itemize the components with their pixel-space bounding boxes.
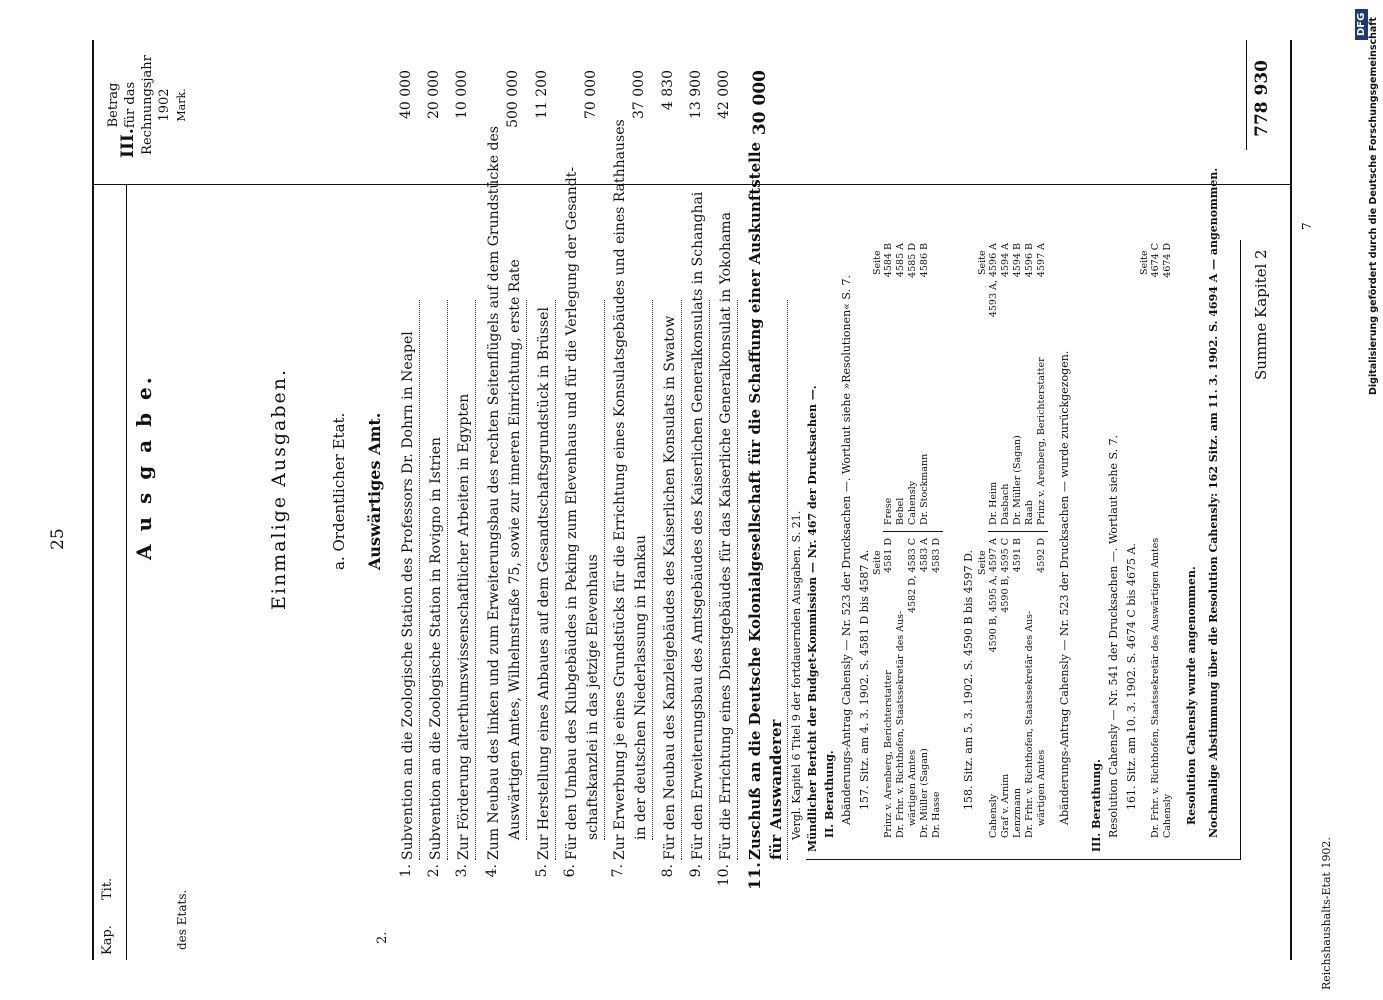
- speaker-name: wärtigen Amtes: [907, 749, 918, 826]
- item-number: 1.: [398, 864, 414, 878]
- note-withdrawn: Abänderungs-Antrag Cahensly — Nr. 523 der Drucksachen — wurde zurückgezogen.: [1058, 350, 1071, 825]
- amount-header: [105, 45, 190, 165]
- speaker-row: [1000, 538, 1012, 838]
- amount-header-unit: Mark.: [175, 88, 188, 122]
- item-number: 10.: [716, 864, 732, 887]
- item-text-continued: in der deutschen Niederlassung in Hankau: [631, 300, 653, 840]
- note-sitz161: 161. Sitz. am 10. 3. 1902. S. 4674 C bis 4675 A.: [1125, 543, 1138, 810]
- speaker-name: Dr. Frhr. v. Richthofen, Staatssekretär des Auswärtigen Amtes: [1150, 537, 1161, 838]
- speaker-ref: 4674 C: [1150, 243, 1161, 278]
- item-amount: 10 000: [454, 70, 470, 119]
- item-text: Subvention an die Zoologische Station in Rovigno in Istrien: [426, 300, 448, 860]
- speaker-name: Dr. Stockmann: [919, 453, 930, 525]
- item-number: 4.: [484, 864, 500, 878]
- speaker-row: [1012, 538, 1024, 838]
- speaker-ref: 4583 D: [931, 538, 942, 573]
- item-text: Zur Herstellung eines Anbaues auf dem Gesandtschaftsgrundstück in Brüssel: [534, 300, 556, 860]
- speaker-row: [988, 243, 1000, 525]
- speaker-name: Bebel: [895, 497, 906, 525]
- item-text-continued: schaftskanzlei in das jetzige Elevenhaus: [583, 300, 605, 840]
- speaker-157-left: [883, 538, 943, 838]
- item-number: 11.: [745, 862, 764, 890]
- note-angenommen: Resolution Cahensly wurde angenommen.: [1185, 566, 1198, 825]
- item-number: 7.: [610, 864, 626, 878]
- item-text: Für den Erweiterungsbau des Amtsgebäudes des Kaiserlichen Generalkonsulats in Schanghai: [688, 300, 710, 860]
- speaker-ref: 4590 B, 4595 A, 4597 A: [988, 538, 999, 653]
- note-muendlich: Mündlicher Bericht der Budget-Kommission — Nr. 467 der Drucksachen —.: [806, 385, 819, 852]
- notes-box-bottom: [1240, 240, 1241, 860]
- item-amount: 42 000: [716, 70, 732, 119]
- speaker-name: Dr. Müller (Sagan): [1012, 435, 1023, 525]
- item-amount: 20 000: [426, 70, 442, 119]
- frame-bottom-rule: [1290, 40, 1292, 960]
- item-number: 6.: [562, 864, 578, 878]
- speaker-name: Dr. Frhr. v. Richthofen, Staatssekretär des Aus-: [895, 610, 906, 838]
- kap-number: 2.: [375, 931, 390, 944]
- speaker-ref: 4585 A: [895, 243, 906, 278]
- speaker-name: Dasbach: [1000, 483, 1011, 525]
- note-nochmalige: Nochmalige Abstimmung über die Resolution Cahensly: 162 Sitz. am 11. 3. 1902. S. 4694 A — angenommen.: [1207, 167, 1220, 838]
- speaker-ref: 4593 A, 4596 A: [988, 243, 999, 318]
- speaker-row: [1150, 243, 1162, 838]
- speaker-name: Dr. Frhr. v. Richthofen, Staatssekretär des Aus-: [1024, 610, 1035, 838]
- speaker-161: [1150, 243, 1174, 838]
- item-number: 9.: [688, 864, 704, 878]
- item-amount: 4 830: [660, 70, 676, 111]
- section-numeral: III.: [118, 128, 138, 158]
- speaker-name: Frese: [883, 497, 894, 525]
- speaker-ref: 4597 A: [1036, 243, 1047, 278]
- item-amount: 11 200: [534, 70, 550, 119]
- speaker-row: [1024, 243, 1036, 525]
- speaker-158-right: [988, 243, 1048, 525]
- note-resolution: Resolution Cahensly — Nr. 541 der Drucksachen —. Wortlaut siehe S. 7.: [1107, 434, 1120, 838]
- main-title: A u s g a b e.: [132, 374, 156, 560]
- speaker-ref: 4590 B, 4595 C: [1000, 538, 1011, 613]
- speaker-name: Lenzmann: [1012, 788, 1023, 838]
- speaker-ref: 4592 D: [1036, 538, 1047, 573]
- note-sitz158: 158. Sitz. am 5. 3. 1902. S. 4590 B bis 4597 D.: [962, 549, 975, 810]
- speaker-row: [895, 538, 907, 838]
- speaker-ref: 4594 B: [1012, 243, 1023, 278]
- item-text: Subvention an die Zoologische Station des Professors Dr. Dohrn in Neapel: [398, 300, 420, 860]
- frame-top-rule: [92, 40, 94, 960]
- seite-label: Seite: [1139, 250, 1150, 275]
- total-amount: 778 930: [1252, 60, 1272, 137]
- note-abaenderung: Abänderungs-Antrag Cahensly — Nr. 523 der Drucksachen —. Wortlaut siehe »Resolutionen« S. 7.: [840, 274, 853, 825]
- amount-column-rule: [92, 184, 1290, 185]
- left-vertical-note: Reichshaushalts-Etat 1902.: [1320, 837, 1333, 990]
- speaker-ref: 4591 B: [1012, 538, 1023, 573]
- item-number: 5.: [534, 864, 550, 878]
- speaker-name: Prinz v. Arenberg, Berichterstatter: [1036, 357, 1047, 525]
- speaker-name: Cahensly: [1162, 793, 1173, 838]
- speaker-row: [1036, 243, 1048, 525]
- speaker-name: Graf v. Arnim: [1000, 773, 1011, 838]
- seite-label: Seite: [872, 250, 883, 275]
- speaker-row: [883, 538, 895, 838]
- speaker-row: [919, 243, 931, 525]
- total-rule: [1246, 40, 1247, 150]
- total-label: Summe Kapitel 2: [1252, 249, 1270, 380]
- item-amount: 40 000: [398, 70, 414, 119]
- speaker-row: [883, 243, 895, 525]
- item-text: Für die Errichtung eines Dienstgebäudes für das Kaiserliche Generalkonsulat in Yokohama: [716, 300, 738, 860]
- speaker-name: Dr. Hasse: [931, 791, 942, 838]
- page-number: 25: [48, 528, 68, 550]
- seite-label: Seite: [977, 550, 988, 575]
- speaker-ref: 4585 D: [907, 243, 918, 278]
- note-sitz157: 157. Sitz. am 4. 3. 1902. S. 4581 D bis 4587 A.: [858, 549, 871, 810]
- dfg-logo: DFG: [1355, 9, 1368, 40]
- speaker-row: [988, 538, 1000, 838]
- notes-box-left: [806, 859, 1240, 860]
- seite-label: Seite: [977, 250, 988, 275]
- speaker-name: Cahensly: [907, 480, 918, 525]
- speaker-row: [919, 538, 931, 838]
- subsection-title: a. Ordentlicher Etat.: [330, 412, 348, 570]
- speaker-row: [1162, 243, 1174, 838]
- note-beratung-ii: II. Berathung.: [823, 750, 836, 838]
- speaker-ref: 4596 B: [1024, 243, 1035, 278]
- speaker-ref: 4583 A: [919, 538, 930, 573]
- speaker-name: Cahensly: [988, 793, 999, 838]
- speaker-row: [907, 243, 919, 525]
- note-vergl: Vergl. Kapitel 6 Titel 9 der fortdauernden Ausgaben. S. 21.: [790, 510, 803, 840]
- item-text: Zur Förderung alterthumswissenschaftlicher Arbeiten in Egypten: [454, 300, 476, 860]
- item-amount: 13 900: [688, 70, 704, 119]
- speaker-ref: 4581 D: [883, 538, 894, 573]
- amount-header-fuer: für das: [123, 81, 138, 129]
- speaker-row: [907, 538, 919, 838]
- item-text: Für den Neubau des Kanzleigebäudes des Kaiserlichen Konsulats in Swatow: [660, 300, 682, 860]
- speaker-name: Dr. Müller (Sagan): [919, 748, 930, 838]
- speaker-157-right: [883, 243, 931, 525]
- item-text: Zur Erwerbung je eines Grundstücks für die Errichtung eines Konsulatsgebäudes und eines Rathhauses: [612, 119, 628, 860]
- item-number: 8.: [660, 864, 676, 878]
- speaker-row: [1024, 538, 1036, 838]
- speaker-row: [931, 538, 943, 838]
- frame-header-divider: [126, 185, 127, 960]
- item-text: Zum Neubau des linken und zum Erweiterungsbau des rechten Seitenflügels auf dem Grundstücke des: [486, 126, 502, 860]
- amount-header-rechnungsjahr: Rechnungsjahr: [140, 55, 155, 155]
- section-title: Einmalige Ausgaben.: [268, 367, 290, 610]
- item-text-continued: für Auswanderer: [766, 300, 788, 860]
- item-amount: 70 000: [583, 70, 599, 119]
- amount-header-year: 1902: [157, 88, 172, 122]
- speaker-row: [1000, 243, 1012, 525]
- speaker-name: wärtigen Amtes: [1036, 749, 1047, 826]
- speaker-row: [1012, 243, 1024, 525]
- amount-header-betrag: Betrag: [106, 82, 121, 128]
- speaker-ref: 4594 A: [1000, 243, 1011, 278]
- tit-header: Tit.: [100, 877, 115, 900]
- speaker-row: [1036, 538, 1048, 838]
- item-text: Für den Umbau des Klubgebäudes in Peking zum Elevenhaus und für die Verlegung der Gesandt-: [564, 166, 580, 860]
- item-amount: 37 000: [631, 70, 647, 119]
- item-amount: 30 000: [750, 70, 770, 136]
- item-number: 3.: [454, 864, 470, 878]
- des-etats-header: des Etats.: [175, 889, 189, 950]
- speaker-158-left: [988, 538, 1048, 838]
- footer-number: 7: [1300, 222, 1314, 230]
- speaker-ref: 4674 D: [1162, 243, 1173, 278]
- speaker-ref: 4584 B: [883, 243, 894, 278]
- seite-label: Seite: [872, 550, 883, 575]
- speaker-divider: [883, 531, 943, 532]
- speaker-ref: 4582 D, 4583 C: [907, 538, 918, 613]
- item-text: Zuschuß an die Deutsche Kolonialgesellschaft für die Schaffung einer Auskunftstelle: [746, 141, 764, 860]
- department-title: Auswärtiges Amt.: [365, 412, 384, 570]
- kap-header: Kap.: [100, 925, 115, 955]
- note-beratung-iii: III. Berathung.: [1090, 759, 1103, 852]
- item-number: 2.: [426, 864, 442, 878]
- digitalisation-note: Digitalisierung gefördert durch die Deutsche Forschungsgemeinschaft: [1368, 17, 1379, 395]
- speaker-name: Prinz v. Arenberg, Berichterstatter: [883, 670, 894, 838]
- speaker-name: Dr. Heim: [988, 481, 999, 525]
- speaker-name: Raab: [1024, 500, 1035, 525]
- speaker-ref: 4586 B: [919, 243, 930, 278]
- item-amount: 500 000: [505, 70, 521, 128]
- speaker-row: [895, 243, 907, 525]
- speaker-divider: [988, 531, 1048, 532]
- item-text-continued: Auswärtigen Amtes, Wilhelmstraße 75, sowie zur inneren Einrichtung, erste Rate: [505, 300, 527, 840]
